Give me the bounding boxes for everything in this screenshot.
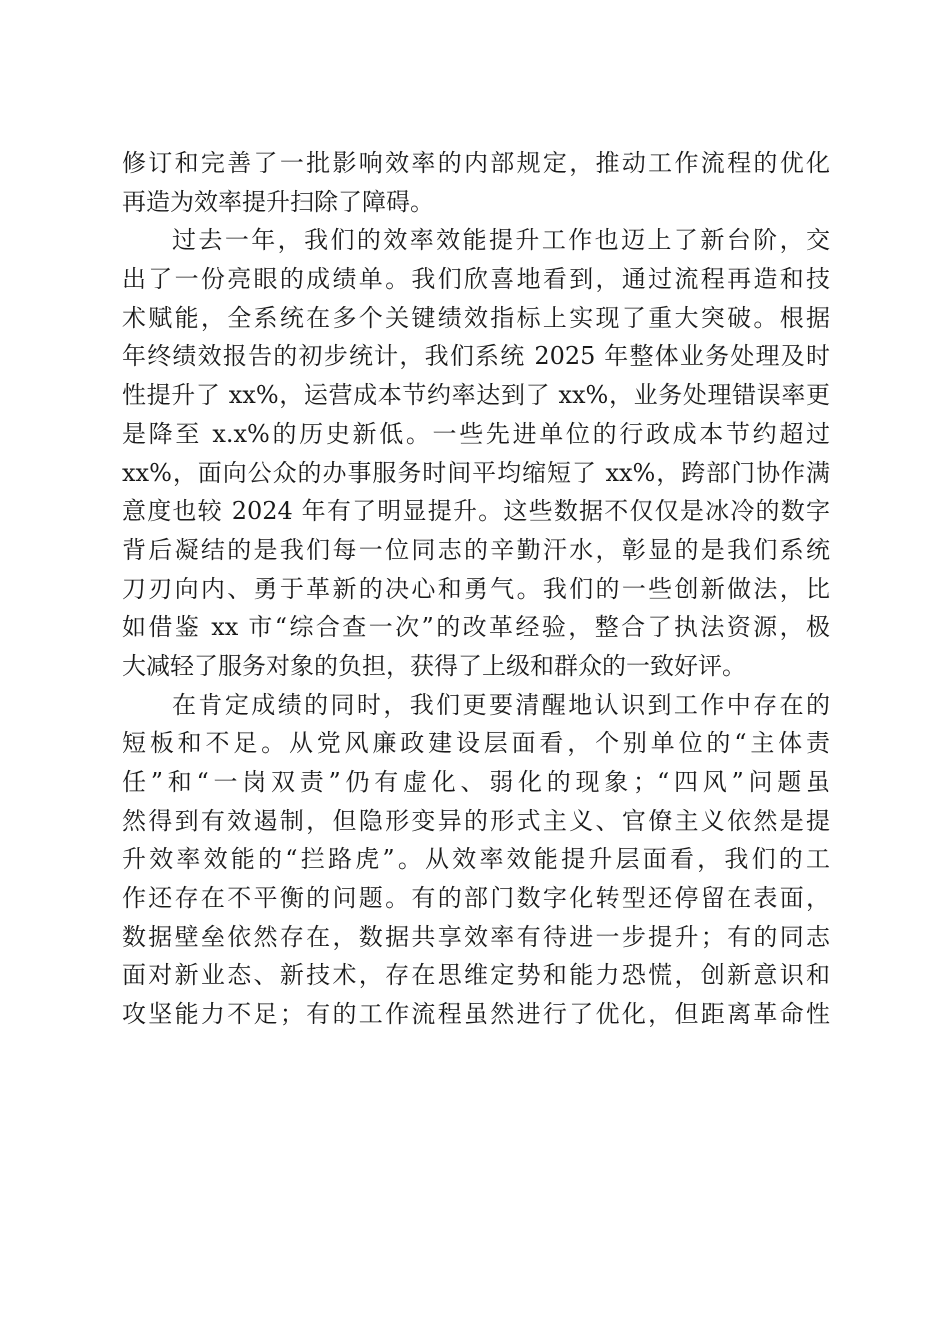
paragraph-1 xyxy=(122,144,830,221)
document-body xyxy=(122,144,830,1034)
text-line: 面对新业态、新技术，存在思维定势和能力恐慌，创新意识和 xyxy=(122,961,830,990)
text-line: 大减轻了服务对象的负担，获得了上级和群众的一致好评。 xyxy=(122,651,746,680)
paragraph-3 xyxy=(122,686,830,1034)
text-line: 是降至 x.x%的历史新低。一些先进单位的行政成本节约超过 xyxy=(122,419,830,448)
text-line: xx%，面向公众的办事服务时间平均缩短了 xx%，跨部门协作满 xyxy=(122,458,830,487)
text-line: 术赋能，全系统在多个关键绩效指标上实现了重大突破。根据 xyxy=(122,303,830,332)
text-line: 背后凝结的是我们每一位同志的辛勤汗水，彰显的是我们系统 xyxy=(122,535,830,564)
text-line: 然得到有效遏制，但隐形变异的形式主义、官僚主义依然是提 xyxy=(122,806,830,835)
text-line: 年终绩效报告的初步统计，我们系统 2025 年整体业务处理及时 xyxy=(122,342,830,371)
text-line: 数据壁垒依然存在，数据共享效率有待进一步提升；有的同志 xyxy=(122,922,830,951)
text-line: 在肯定成绩的同时，我们更要清醒地认识到工作中存在的 xyxy=(172,690,830,719)
text-line: 意度也较 2024 年有了明显提升。这些数据不仅仅是冰冷的数字 xyxy=(122,497,830,526)
text-line: 任”和“一岗双责”仍有虚化、弱化的现象；“四风”问题虽 xyxy=(122,768,830,796)
text-line: 再造为效率提升扫除了障碍。 xyxy=(122,187,434,216)
text-line: 性提升了 xx%，运营成本节约率达到了 xx%，业务处理错误率更 xyxy=(122,381,830,410)
text-line: 作还存在不平衡的问题。有的部门数字化转型还停留在表面， xyxy=(122,884,830,913)
paragraph-2 xyxy=(122,221,830,685)
text-line: 修订和完善了一批影响效率的内部规定，推动工作流程的优化 xyxy=(122,149,830,177)
text-line: 短板和不足。从党风廉政建设层面看，个别单位的“主体责 xyxy=(122,729,830,758)
text-line: 攻坚能力不足；有的工作流程虽然进行了优化，但距离革命性 xyxy=(122,1000,830,1029)
text-line: 升效率效能的“拦路虎”。从效率效能提升层面看，我们的工 xyxy=(122,845,830,874)
text-line: 刀刃向内、勇于革新的决心和勇气。我们的一些创新做法，比 xyxy=(122,574,830,603)
text-line: 过去一年，我们的效率效能提升工作也迈上了新台阶，交 xyxy=(172,226,830,255)
text-line: 如借鉴 xx 市“综合查一次”的改革经验，整合了执法资源，极 xyxy=(122,613,830,642)
text-line: 出了一份亮眼的成绩单。我们欣喜地看到，通过流程再造和技 xyxy=(122,265,830,294)
